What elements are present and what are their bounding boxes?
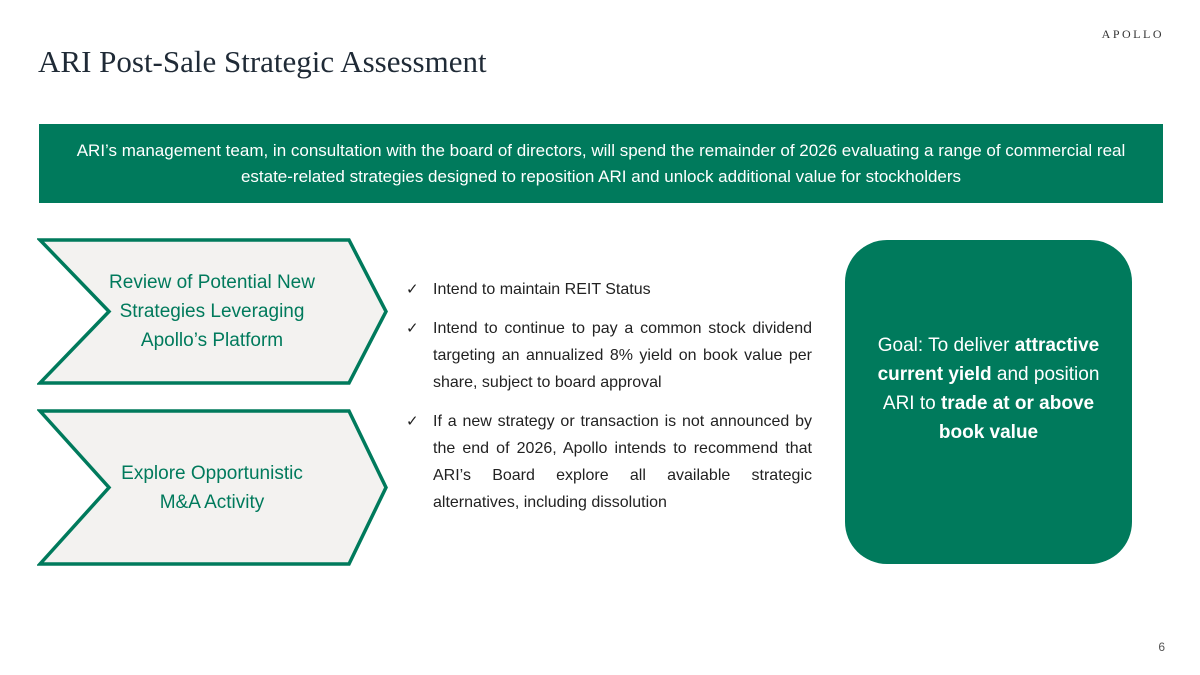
goal-highlight-book-value: trade at or above book value [938,393,1095,443]
list-item [406,276,812,303]
goal-text-part: Goal: To deliver [877,335,1015,356]
goal-box [845,240,1132,564]
checkmark-icon: ✓ [406,412,419,430]
bullet-list [406,276,812,528]
checkmark-icon: ✓ [406,280,419,298]
apollo-logo: APOLLO [1101,27,1164,41]
chevron-ma-activity [37,409,389,566]
page-title: ARI Post-Sale Strategic Assessment [38,44,487,79]
checkmark-icon: ✓ [406,319,419,337]
page-number: 6 [1158,640,1165,654]
chevron-label: Review of Potential New Strategies Leveraging Apollo’s Platform [109,272,315,351]
chevron-new-strategies [37,238,389,385]
bullet-text: Intend to maintain REIT Status [433,281,651,298]
list-item [406,408,812,516]
goal-highlight-yield: attractive current yield [877,335,1100,385]
bullet-text: If a new strategy or transaction is not announced by the end of 2026, Apollo intends to recommend that ARI’s Board explore all available strategic alternatives, including dissolution [433,413,812,511]
list-item [406,315,812,396]
goal-text [869,331,1108,447]
summary-banner [39,124,1163,203]
summary-banner-text: ARI’s management team, in consultation with the board of directors, will spend the remainder of 2026 evaluating a range of commercial real estate-related strategies designed to reposition ARI and unlock additional value for stockholders [76,140,1126,186]
chevron-label: Explore Opportunistic M&A Activity [121,462,303,513]
goal-text-part: and position ARI to [882,364,1100,414]
bullet-text: Intend to continue to pay a common stock dividend targeting an annualized 8% yield on book value per share, subject to board approval [433,320,812,391]
